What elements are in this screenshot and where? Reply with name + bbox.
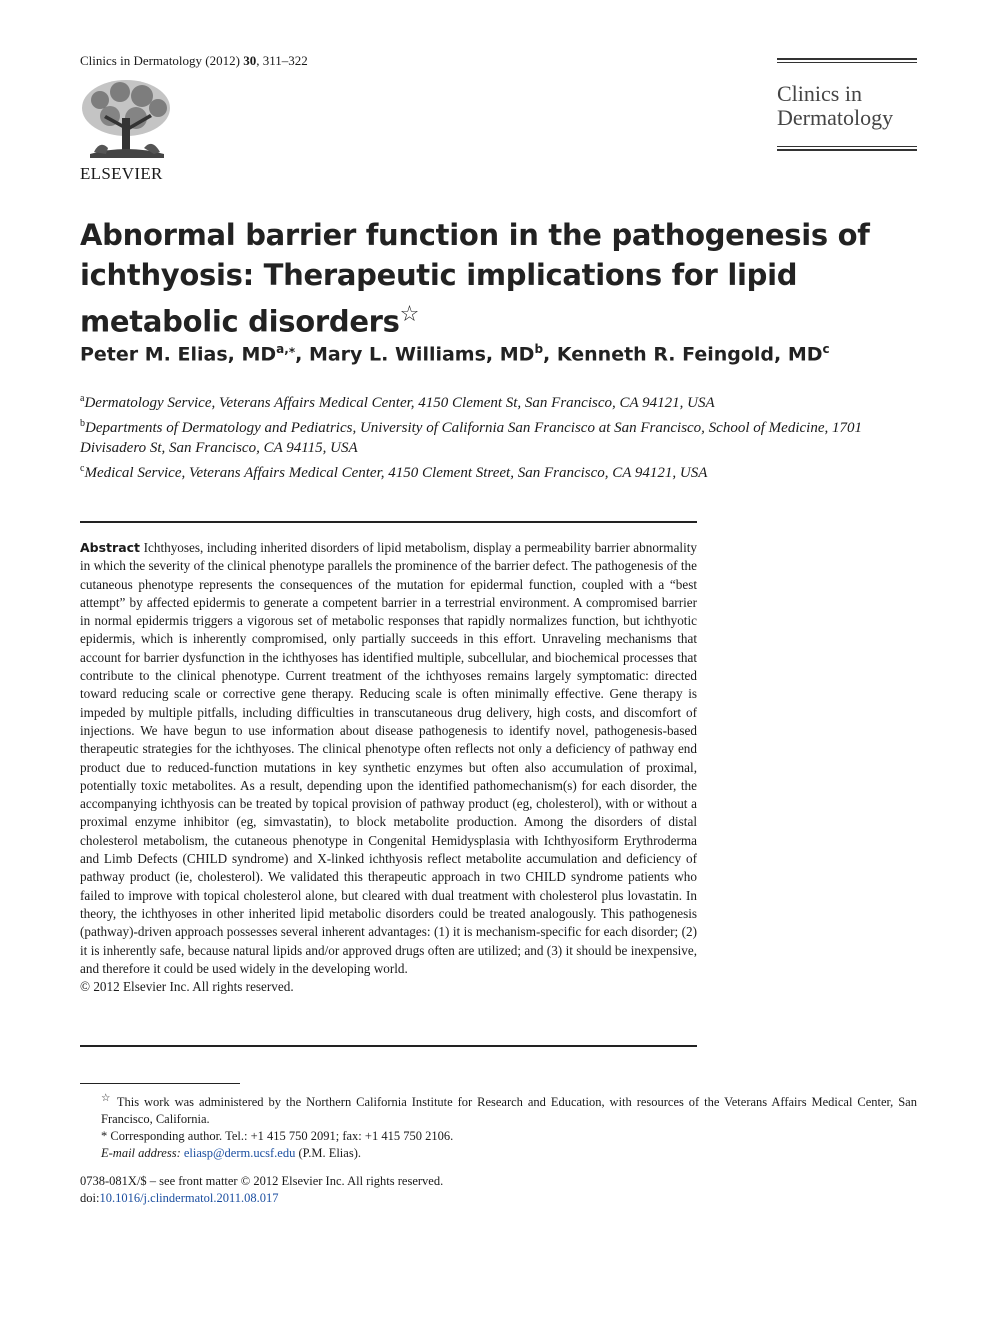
email-owner: (P.M. Elias). (298, 1146, 361, 1161)
journal-title (777, 82, 927, 130)
journal-rule-bottom (777, 149, 917, 151)
affiliation-mark: a (80, 393, 85, 404)
citation-volume: 30 (243, 53, 257, 68)
journal-rule-top-thin (777, 62, 917, 63)
abstract-rule-bottom (80, 1045, 697, 1047)
affiliation-item (80, 389, 920, 414)
author-affiliation-mark[interactable]: c (822, 342, 830, 356)
abstract-text: Ichthyoses, including inherited disorders of lipid metabolism, display a permeability barrier abnormality in which the severity of the clinical phenotype parallels the prominence of the barrier defect. The pathogenesis of the cutaneous phenotype represents the consequences of the mutation for epidermal function, coupled with a “best attempt” by affected epidermis to generate a competent barrier in a terrestrial environment. A compromised barrier in normal epidermis triggers a vigorous set of metabolic responses that rapidly normalizes function, but ichthyotic epidermis, which is inherently compromised, only partially succeeds in this effort. Unraveling mechanisms that account for barrier dysfunction in the ichthyoses has identified multiple, subcellular, and biochemical processes that contribute to the clinical phenotype. Current treatment of the ichthyoses remains largely symptomatic: directed toward reducing scale or corrective gene therapy. Reducing scale is often minimally effective. Gene therapy is impeded by multiple pitfalls, including difficulties in transcutaneous drug delivery, high costs, and discomfort of injections. We have begun to use information about disease pathogenesis to identify novel, pathogenesis-based therapeutic strategies for the ichthyoses. The clinical phenotype often reflects not only a deficiency of pathway end product due to reduced-function mutations in key synthetic enzymes but often also accumulation of proximal, potentially toxic metabolites. As a result, depending upon the identified pathomechanism(s) for each disorder, the accompanying ichthyosis can be treated by topical provision of pathway product (eg, cholesterol), with or without a proximal enzyme inhibitor (eg, simvastatin), to block metabolite production. Among the disorders of distal cholesterol metabolism, the cutaneous phenotype in Congenital Hemidysplasia with Ichthyosiform Erythroderma and Limb Defects (CHILD syndrome) and X-linked ichthyosis reflect metabolite accumulation and deficiency of pathway product (ie, cholesterol). We validated this therapeutic approach in two CHILD syndrome patients who failed to improve with topical cholesterol alone, but cleared with dual treatment with cholesterol plus lovastatin. In theory, the ichthyoses in other inherited lipid metabolic disorders could be treated analogously. This pathogenesis (pathway)-driven approach possesses several inherent advantages: (1) it is mechanism-specific for each disorder; (2) it is inherently safe, because natural lipids and/or approved drugs often are utilized; and (3) it should be inexpensive, and therefore it could be used widely in the developing world. (80, 540, 698, 976)
footnote-email (80, 1145, 917, 1162)
abstract (80, 539, 697, 996)
affiliation-text: Dermatology Service, Veterans Affairs Medical Center, 4150 Clement St, San Francisco, CA 94121, USA (84, 395, 715, 411)
author-list (80, 342, 830, 365)
author-name[interactable]: Peter M. Elias, MD (80, 343, 277, 366)
footnotes (80, 1090, 917, 1162)
email-label: E-mail address: (101, 1146, 181, 1161)
affiliation-mark: c (80, 462, 85, 474)
footnote-funding (80, 1090, 917, 1128)
front-matter (80, 1173, 443, 1207)
footnote-mark: * (101, 1129, 108, 1144)
journal-title-line2: Dermatology (777, 105, 894, 130)
author-affiliation-mark[interactable]: a,⁎ (276, 342, 296, 356)
affiliation-list (80, 389, 920, 483)
email-link[interactable]: eliasp@derm.ucsf.edu (183, 1146, 296, 1161)
affiliation-mark: b (80, 417, 85, 429)
citation-pages: , 311–322 (256, 53, 308, 68)
issn-line: 0738-081X/$ – see front matter © 2012 Elsevier Inc. All rights reserved. (80, 1174, 444, 1188)
footnote-funding-text: This work was administered by the Northern California Institute for Research and Education, with resources of the Veterans Affairs Medical Center, San Francisco, California. (101, 1095, 917, 1127)
author-separator: , (295, 343, 309, 366)
author-affiliation-mark[interactable]: b (534, 342, 544, 356)
footnote-rule (80, 1083, 240, 1084)
abstract-label: Abstract (80, 540, 141, 555)
article-title (80, 215, 880, 342)
citation-journal: Clinics in Dermatology (2012) (80, 53, 240, 68)
journal-rule-top (777, 58, 917, 60)
affiliation-text: Medical Service, Veterans Affairs Medical Center, 4150 Clement Street, San Francisco, CA 94121, USA (84, 464, 708, 481)
doi-link[interactable]: 10.1016/j.clindermatol.2011.08.017 (99, 1191, 279, 1205)
author-name[interactable]: Kenneth R. Feingold, MD (556, 343, 823, 366)
doi-line (80, 1190, 443, 1207)
citation-line (80, 53, 308, 69)
abstract-rule-top (80, 521, 697, 523)
journal-title-line1: Clinics in (777, 81, 862, 106)
footnote-corresponding (80, 1128, 917, 1145)
footnote-corresponding-text: Corresponding author. Tel.: +1 415 750 2091; fax: +1 415 750 2106. (110, 1129, 454, 1144)
abstract-copyright: © 2012 Elsevier Inc. All rights reserved. (80, 979, 294, 995)
title-footnote-mark[interactable]: ☆ (399, 302, 420, 327)
footnote-mark: ☆ (101, 1093, 113, 1104)
affiliation-text: Departments of Dermatology and Pediatrics, University of California San Francisco at San Francisco, School of Medicine, 1701 Divisadero St, San Francisco, CA 94115, USA (80, 419, 862, 456)
author-name[interactable]: Mary L. Williams, MD (308, 343, 535, 366)
article-title-text: Abnormal barrier function in the pathogenesis of ichthyosis: Therapeutic implications for lipid metabolic disorders (80, 218, 870, 339)
journal-rule-bottom-thin (777, 146, 917, 147)
author-separator: , (543, 343, 557, 366)
publisher-name: ELSEVIER (80, 164, 163, 183)
affiliation-item (80, 459, 920, 484)
affiliation-item (80, 414, 920, 459)
doi-label: doi: (80, 1191, 100, 1205)
